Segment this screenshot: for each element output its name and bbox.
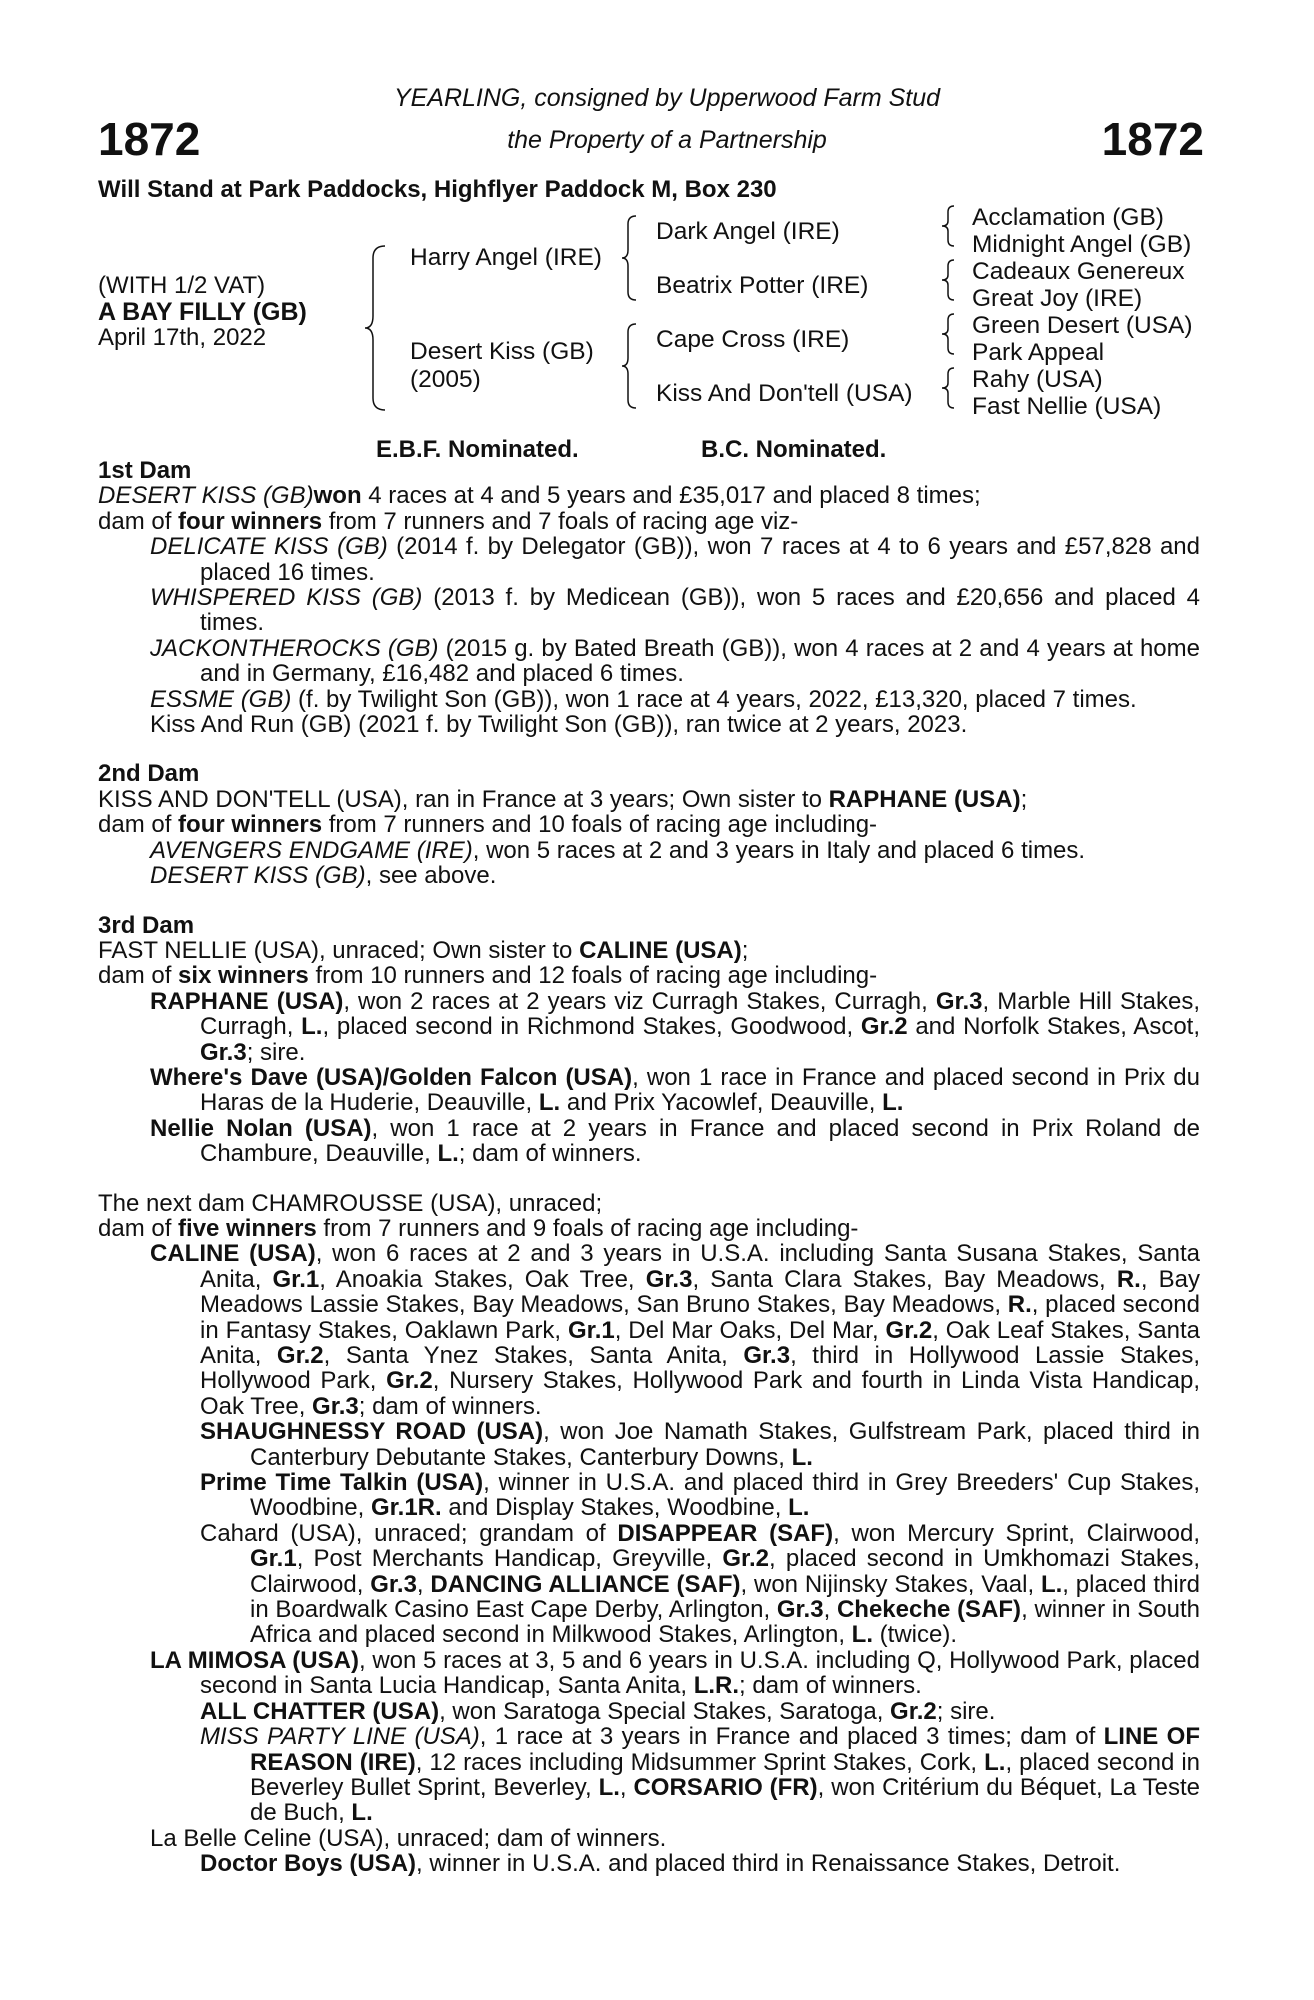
produce-entry: JACKONTHEROCKS (GB) (2015 g. by Bated Breath (GB)), won 4 races at 2 and 4 years at home and in Germany, £16,482 and placed 6 times.	[150, 634, 1200, 688]
dam-name: DESERT KISS (GB)	[98, 482, 314, 510]
produce-entry: Kiss And Run (GB) (2021 f. by Twilight Son (GB)), ran twice at 2 years, 2023.	[150, 711, 968, 739]
produce-entry-nellie-nolan: Nellie Nolan (USA), won 1 race at 2 years in France and placed second in Prix Roland de Chambure, Deauville, L.; dam of winners.	[150, 1114, 1200, 1168]
produce-entry-wheres-dave: Where's Dave (USA)/Golden Falcon (USA), won 1 race in France and placed second in Prix du Haras de la Huderie, Deauville, L. and Prix Yacowlef, Deauville, L.	[150, 1063, 1200, 1117]
second-dam-heading: 2nd Dam	[98, 760, 200, 788]
third-dam-line: FAST NELLIE (USA), unraced; Own sister to CALINE (USA);	[98, 936, 749, 964]
vat-note: (WITH 1/2 VAT)	[98, 272, 266, 299]
pedigree-brace-main	[365, 244, 397, 412]
produce-entry-prime-time: Prime Time Talkin (USA), winner in U.S.A. and placed third in Grey Breeders' Cup Stakes, Woodbine, Gr.1R. and Display Stakes, Woodbine, L.	[200, 1469, 1201, 1522]
produce-entry: AVENGERS ENDGAME (IRE), won 5 races at 2 and 3 years in Italy and placed 6 times.	[150, 836, 1086, 864]
pedigree-dam-year: (2005)	[410, 366, 481, 393]
property-line: the Property of a Partnership	[507, 126, 827, 154]
first-dam-heading: 1st Dam	[98, 457, 192, 484]
first-dam-produce-summary: dam of four winners from 7 runners and 7 foals of racing age viz-	[98, 507, 799, 535]
produce-entry: WHISPERED KISS (GB) (2013 f. by Medicean (GB)), won 5 races and £20,656 and placed 4 times.	[150, 584, 1200, 637]
second-dam-produce-summary: dam of four winners from 7 runners and 10 foals of racing age including-	[98, 811, 878, 839]
pedigree-g3: Cadeaux Genereux	[972, 258, 1185, 285]
pedigree-brace-g78	[942, 366, 960, 410]
produce-entry-la-mimosa: LA MIMOSA (USA), won 5 races at 3, 5 and 6 years in U.S.A. including Q, Hollywood Park, placed second in Santa Lucia Handicap, Santa Anita, L.R.; dam of winners.	[150, 1646, 1200, 1700]
next-dam-line: The next dam CHAMROUSSE (USA), unraced;	[98, 1189, 603, 1217]
third-dam-heading: 3rd Dam	[98, 911, 195, 939]
horse-dob: April 17th, 2022	[98, 324, 267, 351]
pedigree-dam-dam: Kiss And Don'tell (USA)	[656, 380, 913, 407]
produce-entry: ESSME (GB) (f. by Twilight Son (GB)), won 1 race at 4 years, 2022, £13,320, placed 7 times.	[150, 685, 1137, 713]
lot-number-right: 1872	[1101, 113, 1204, 165]
produce-entry-all-chatter: ALL CHATTER (USA), won Saratoga Special Stakes, Saratoga, Gr.2; sire.	[200, 1697, 996, 1725]
produce-entry-miss-party-line: MISS PARTY LINE (USA), 1 race at 3 years in France and placed 3 times; dam of LINE OF REASON (IRE), 12 races including Midsummer Sprint Stakes, Cork, L., placed second in Beverley Bullet Sprint, Beverley, L., CORSARIO (FR), won Critérium du Béquet, La Teste de Buch, L.	[200, 1723, 1200, 1827]
pedigree-g7: Rahy (USA)	[972, 366, 1103, 393]
pedigree-g5: Green Desert (USA)	[972, 312, 1193, 339]
pedigree-g1: Acclamation (GB)	[972, 204, 1164, 231]
produce-entry-doctor-boys: Doctor Boys (USA), winner in U.S.A. and placed third in Renaissance Stakes, Detroit.	[200, 1850, 1121, 1878]
pedigree-g4: Great Joy (IRE)	[972, 285, 1143, 312]
horse-name: A BAY FILLY (GB)	[98, 298, 307, 326]
pedigree-g8: Fast Nellie (USA)	[972, 393, 1162, 420]
produce-entry-shaughnessy: SHAUGHNESSY ROAD (USA), won Joe Namath Stakes, Gulfstream Park, placed third in Canterbury Debutante Stakes, Canterbury Downs, L.	[200, 1418, 1201, 1471]
pedigree-sire: Harry Angel (IRE)	[410, 244, 602, 271]
produce-entry-caline: CALINE (USA), won 6 races at 2 and 3 years in U.S.A. including Santa Susana Stakes, Santa Anita, Gr.1, Anoakia Stakes, Oak Tree, Gr.3, Santa Clara Stakes, Bay Meadows, R., Bay Meadows Lassie Stakes, Bay Meadows, San Bruno Stakes, Bay Meadows, R., placed second in Fantasy Stakes, Oaklawn Park, Gr.1, Del Mar Oaks, Del Mar, Gr.2, Oak Leaf Stakes, Santa Anita, Gr.2, Santa Ynez Stakes, Santa Anita, Gr.3, third in Hollywood Lassie Stakes, Hollywood Park, Gr.2, Nursery Stakes, Hollywood Park and fourth in Linda Vista Handicap, Oak Tree, Gr.3; dam of winners.	[150, 1240, 1201, 1420]
produce-entry: DELICATE KISS (GB) (2014 f. by Delegator (GB)), won 7 races at 4 to 6 years and £57,828 and placed 16 times.	[150, 533, 1200, 586]
consignor-line: YEARLING, consigned by Upperwood Farm Stud	[393, 84, 941, 112]
pedigree-brace-dam	[622, 322, 644, 410]
third-dam-produce-summary: dam of six winners from 10 runners and 12 foals of racing age including-	[98, 962, 878, 990]
lot-number-left: 1872	[98, 113, 201, 165]
pedigree-g2: Midnight Angel (GB)	[972, 231, 1192, 258]
pedigree-sire-sire: Dark Angel (IRE)	[656, 218, 840, 245]
pedigree-g6: Park Appeal	[972, 339, 1105, 366]
next-dam-produce-summary: dam of five winners from 7 runners and 9 foals of racing age including-	[98, 1214, 859, 1242]
pedigree-dam-sire: Cape Cross (IRE)	[656, 326, 850, 353]
produce-entry-cahard: Cahard (USA), unraced; grandam of DISAPPEAR (SAF), won Mercury Sprint, Clairwood, Gr.1, Post Merchants Handicap, Greyville, Gr.2, placed second in Umkhomazi Stakes, Clairwood, Gr.3, DANCING ALLIANCE (SAF), won Nijinsky Stakes, Vaal, L., placed third in Boardwalk Casino East Cape Derby, Arlington, Gr.3, Chekeche (SAF), winner in South Africa and placed second in Milkwood Stakes, Arlington, L. (twice).	[200, 1519, 1201, 1649]
catalogue-body	[98, 458, 1200, 1877]
first-dam-line: DESERT KISS (GB)won 4 races at 4 and 5 years and £35,017 and placed 8 times;	[98, 482, 981, 510]
pedigree-sire-dam: Beatrix Potter (IRE)	[656, 272, 869, 299]
pedigree-brace-g56	[942, 312, 960, 356]
bc-nomination: B.C. Nominated.	[701, 436, 887, 463]
produce-entry: DESERT KISS (GB), see above.	[150, 862, 497, 890]
pedigree-dam: Desert Kiss (GB)	[410, 338, 594, 365]
pedigree-brace-g12	[942, 204, 960, 248]
produce-entry-la-belle-celine: La Belle Celine (USA), unraced; dam of winners.	[150, 1824, 667, 1852]
stable-location: Will Stand at Park Paddocks, Highflyer Paddock M, Box 230	[98, 176, 777, 203]
produce-entry-raphane: RAPHANE (USA), won 2 races at 2 years viz Curragh Stakes, Curragh, Gr.3, Marble Hill Stakes, Curragh, L., placed second in Richmond Stakes, Goodwood, Gr.2 and Norfolk Stakes, Ascot, Gr.3; sire.	[150, 987, 1200, 1066]
pedigree-brace-g34	[942, 258, 960, 302]
ebf-nomination: E.B.F. Nominated.	[376, 436, 579, 463]
second-dam-line: KISS AND DON'TELL (USA), ran in France at 3 years; Own sister to RAPHANE (USA);	[98, 785, 1028, 813]
pedigree-brace-sire	[622, 214, 644, 302]
